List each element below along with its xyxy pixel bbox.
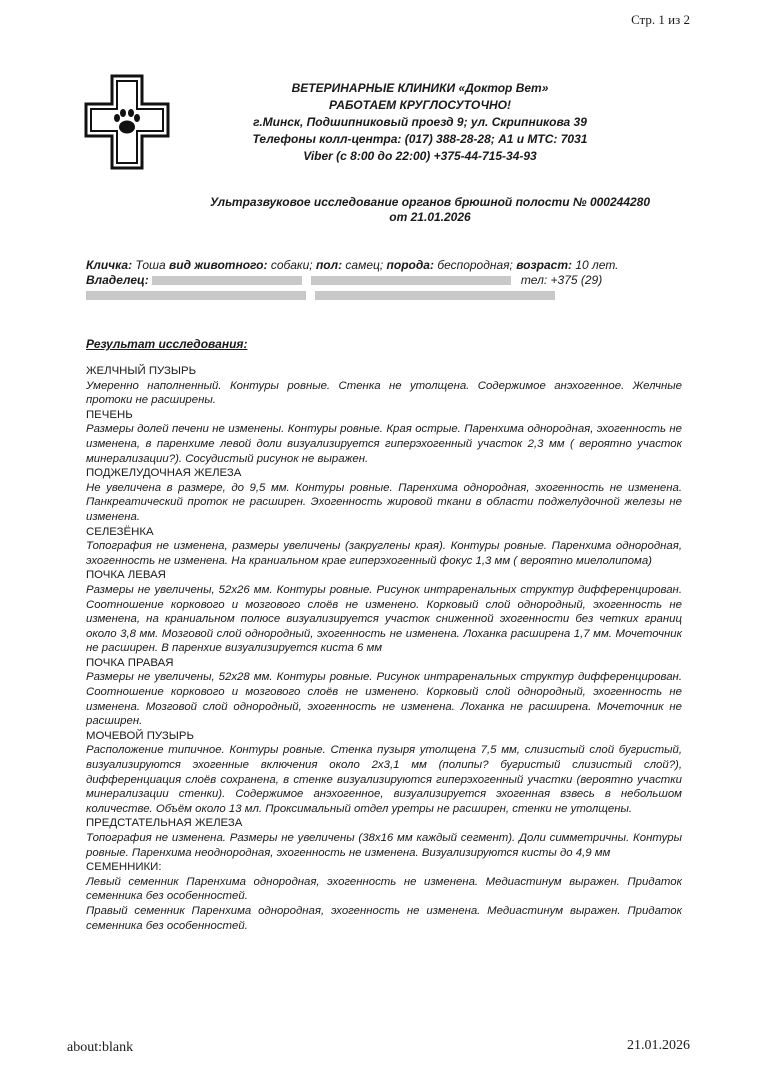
owner-label: Владелец: xyxy=(86,273,149,287)
result-section xyxy=(86,364,682,408)
redacted-line xyxy=(315,291,555,300)
page-number: Стр. 1 из 2 xyxy=(631,12,690,27)
age-label: возраст: xyxy=(516,258,572,272)
sex-value: самец; xyxy=(345,258,384,272)
footer-url: about:blank xyxy=(67,1040,134,1055)
clinic-header xyxy=(240,80,600,165)
section-title: ПОЧКА ЛЕВАЯ xyxy=(86,569,166,582)
patient-line-1 xyxy=(86,258,686,273)
result-section xyxy=(86,568,682,656)
breed-value: беспородная; xyxy=(437,258,513,272)
section-title: СЕЛЕЗЁНКА xyxy=(86,525,154,538)
section-text: Размеры не увеличены, 52х26 мм. Контуры ровные. Рисунок интраренальных структур дифференцирован. Соотношение коркового и мозгового слоёв не изменено. Корковый слой однородный, эхогенность не изменена, на краниальном полюсе визуализируется участок сниженной эхогенности без четких границ около 3,8 мм. Мозговой слой однородный, эхогенность не изменена. Лоханка расширена 1,7 мм. Мочеточник не расширен. В паренхие визуализируется киста 6 мм xyxy=(86,583,682,655)
result-section xyxy=(86,466,682,524)
section-text: Правый семенник Паренхима однородная, эхогенность не изменена. Медиастинум выражен. Придаток семенника без особенностей. xyxy=(86,904,682,932)
section-title: ЖЕЛЧНЫЙ ПУЗЫРЬ xyxy=(86,365,197,377)
redacted-address xyxy=(311,276,511,285)
result-section xyxy=(86,904,682,933)
section-text: Не увеличена в размере, до 9,5 мм. Контуры ровные. Паренхима однородная, эхогенность не изменена. Панкреатический проток не расширен. Эхогенность жировой ткани в области поджелудочной железы не изменена. xyxy=(86,481,682,523)
result-section xyxy=(86,860,682,904)
clinic-logo xyxy=(84,74,170,170)
result-section xyxy=(86,408,682,466)
result-section xyxy=(86,729,682,817)
clinic-phones: Телефоны колл-центра: (017) 388-28-28; А1 и МТС: 7031 xyxy=(252,132,588,146)
sex-label: пол: xyxy=(315,258,343,272)
section-text: Топография не изменена. Размеры не увеличены (38х16 мм каждый сегмент). Доли симметричны. Контуры ровные. Паренхима неоднородная, эхогенность не изменена. Визуализируются кисты до 4,9 мм xyxy=(86,832,682,859)
result-section xyxy=(86,816,682,860)
name-value: Тоша xyxy=(135,258,166,272)
document-title xyxy=(160,195,700,225)
section-text: Топография не изменена, размеры увеличены (закруглены края). Контуры ровные. Паренхима однородная, эхогенность не изменена. На краниальном крае гиперэхогенный фокус 1,3 мм ( вероятно миелолипома) xyxy=(86,540,682,567)
section-title: СЕМЕННИКИ: xyxy=(86,861,162,874)
redacted-owner xyxy=(152,276,302,285)
section-title: МОЧЕВОЙ ПУЗЫРЬ xyxy=(86,729,194,742)
name-label: Кличка: xyxy=(86,258,133,272)
section-text: Умеренно наполненный. Контуры ровные. Стенка не утолщена. Содержимое анэхогенное. Желчные протоки не расширены. xyxy=(86,379,682,407)
species-value: собаки; xyxy=(270,258,313,272)
section-text: Левый семенник Паренхима однородная, эхогенность не изменена. Медиастинум выражен. Придаток семенника без особенностей. xyxy=(86,875,682,903)
phone-tail: тел: +375 (29) xyxy=(520,273,603,287)
section-title: ПЕЧЕНЬ xyxy=(86,408,133,421)
footer-date: 21.01.2026 xyxy=(627,1038,690,1053)
result-section xyxy=(86,525,682,569)
document-title-date: от 21.01.2026 xyxy=(389,210,471,224)
results-heading: Результат исследования: xyxy=(86,337,248,351)
section-text: Размеры не увеличены, 52х28 мм. Контуры ровные. Рисунок интраренальных структур дифференцирован. Соотношение коркового и мозгового слоёв не изменено. Корковый слой однородный, эхогенность не изменена. Мозговой слой однородный, эхогенность не изменена. Лоханка не расширена. Мочеточник не расширен. xyxy=(86,671,682,728)
patient-line-2 xyxy=(86,273,686,288)
redacted-line xyxy=(86,291,306,300)
species-label: вид животного: xyxy=(169,258,268,272)
section-text: Размеры долей печени не изменены. Контуры ровные. Края острые. Паренхима однородная, эхогенность не изменена, в паренхиме левой доли визуализируется гиперэхогенный участок 2,3 мм ( вероятно участок минерализации?). Сосудистый рисунок не выражен. xyxy=(86,423,682,465)
breed-label: порода: xyxy=(386,258,434,272)
section-title: ПОДЖЕЛУДОЧНАЯ ЖЕЛЕЗА xyxy=(86,467,242,480)
results-sections xyxy=(86,364,682,933)
age-value: 10 лет. xyxy=(575,258,619,272)
clinic-address: г.Минск, Подшипниковый проезд 9; ул. Скрипникова 39 xyxy=(253,115,587,129)
clinic-name: ВЕТЕРИНАРНЫЕ КЛИНИКИ «Доктор Вет» xyxy=(291,81,549,95)
section-title: ПОЧКА ПРАВАЯ xyxy=(86,656,174,669)
result-section xyxy=(86,656,682,729)
section-text: Расположение типичное. Контуры ровные. Стенка пузыря утолщена 7,5 мм, слизистый слой бугристый, визуализируются эхогенные включения около 2х3,1 мм (полипы? бугристый слизистый слой?), дифференциация слоёв сохранена, в стенке визуализируются гиперэхогенный участки (вероятно участки минерализации стенки). Содержимое анэхогенное, визуализируется эхогенная взвесь в небольшом количестве. Объём около 13 мл. Проксимальный отдел уретры не расширен, стенки не утолщены. xyxy=(86,744,682,815)
patient-info xyxy=(86,258,686,303)
document-title-line1: Ультразвуковое исследование органов брюшной полости № 000244280 xyxy=(209,195,651,209)
patient-line-3 xyxy=(86,288,686,303)
section-title: ПРЕДСТАТЕЛЬНАЯ ЖЕЛЕЗА xyxy=(86,817,243,830)
clinic-hours: РАБОТАЕМ КРУГЛОСУТОЧНО! xyxy=(329,98,511,112)
clinic-viber: Viber (с 8:00 до 22:00) +375-44-715-34-93 xyxy=(303,149,537,163)
